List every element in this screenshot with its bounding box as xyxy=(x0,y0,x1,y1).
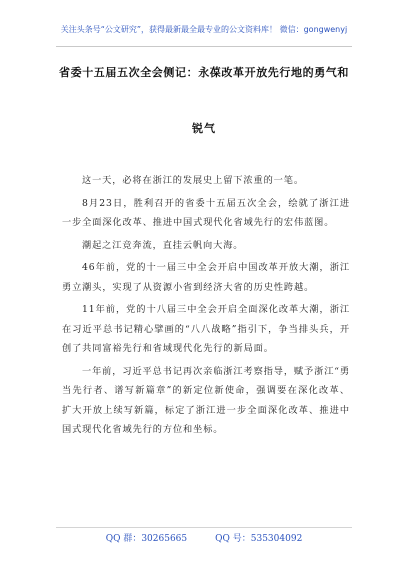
document-title-continued: 锐气 xyxy=(192,122,216,135)
footer-divider xyxy=(56,527,352,528)
document-title: 省委十五届五次全会侧记：永葆改革开放先行地的勇气和 xyxy=(59,66,349,79)
header-divider xyxy=(56,46,352,47)
footer-contact xyxy=(0,531,408,544)
footer-qq-number: QQ 号：535304092 xyxy=(215,534,303,544)
body-paragraph: 8月23日，胜利召开的省委十五届五次全会，绘就了浙江进一步全面深化改革、推进中国式现代化省域先行的宏伟蓝图。 xyxy=(62,197,350,228)
body-paragraph: 11年前，党的十八届三中全会开启全面深化改革大潮，浙江在习近平总书记精心擘画的“八八战略”指引下，争当排头兵，开创了共同富裕先行和省域现代化先行的新局面。 xyxy=(62,304,350,354)
body-paragraph: 一年前，习近平总书记再次亲临浙江考察指导，赋予浙江“勇当先行者、谱写新篇章”的新定位新使命，强调要在深化改革、扩大开放上续写新篇，标定了浙江进一步全面深化改革、推进中国式现代化省域先行的方位和坐标。 xyxy=(62,365,350,435)
body-paragraph: 这一天，必将在浙江的发展史上留下浓重的一笔。 xyxy=(82,175,304,186)
body-paragraph: 潮起之江竞奔流，直挂云帆向大海。 xyxy=(82,239,244,251)
document-body xyxy=(62,171,350,443)
header-promo-note: 关注头条号“公文研究”，获得最新最全最专业的公文资料库！ 微信：gongwenyj xyxy=(60,25,348,34)
body-paragraph: 46年前，党的十一届三中全会开启中国改革开放大潮，浙江勇立潮头，实现了从资源小省到经济大省的历史性跨越。 xyxy=(62,262,350,293)
footer-qq-group: QQ 群：30265665 xyxy=(105,534,188,544)
